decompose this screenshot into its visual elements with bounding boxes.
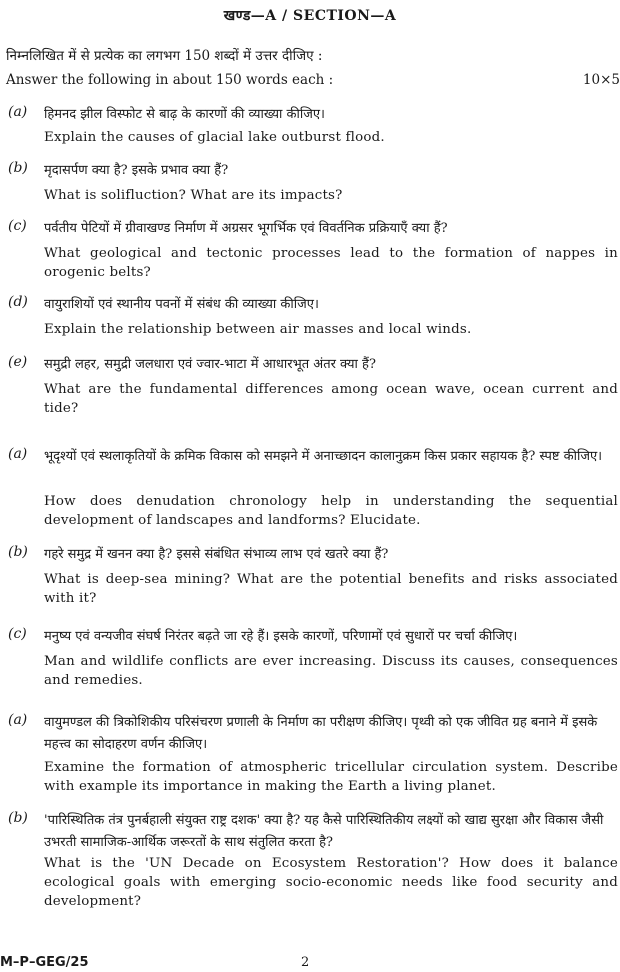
question-english: Explain the causes of glacial lake outburst flood. — [44, 130, 385, 145]
question-english: Man and wildlife conflicts are ever increasing. Discuss its causes, consequences and remedies. — [44, 654, 618, 688]
question-english: How does denudation chronology help in understanding the sequential development of landscapes and landforms? Elucidate. — [44, 494, 618, 528]
paper-code: M–P–GEG/25 — [0, 955, 89, 970]
question-hindi: समुद्री लहर, समुद्री जलधारा एवं ज्वार-भाटा में आधारभूत अंतर क्या हैं? — [44, 357, 376, 372]
question-hindi: वायुमण्डल की त्रिकोशिकीय परिसंचरण प्रणाली के निर्माण का परीक्षण कीजिए। पृथ्वी को एक जीवित ग्रह बनाने में इसके महत्त्व का सोदाहरण वर्णन कीजिए। — [44, 715, 598, 752]
question-english: What is deep-sea mining? What are the potential benefits and risks associated with it? — [44, 572, 618, 606]
page-number: 2 — [301, 955, 310, 970]
instruction-english: Answer the following in about 150 words each : — [6, 72, 334, 88]
question-hindi: भूदृश्यों एवं स्थलाकृतियों के क्रमिक विकास को समझने में अनाच्छादन कालानुक्रम किस प्रकार सहायक है? स्पष्ट कीजिए। — [44, 449, 603, 464]
question-label: (d) — [8, 294, 28, 310]
question-english: What are the fundamental differences among ocean wave, ocean current and tide? — [44, 382, 618, 416]
question-hindi: हिमनद झील विस्फोट से बाढ़ के कारणों की व्याख्या कीजिए। — [44, 107, 325, 122]
question-hindi: गहरे समुद्र में खनन क्या है? इससे संबंधित संभाव्य लाभ एवं खतरे क्या हैं? — [44, 547, 389, 562]
question-hindi: पर्वतीय पेटियों में ग्रीवाखण्ड निर्माण में अग्रसर भूगर्भिक एवं विवर्तनिक प्रक्रियाएँ क्या हैं? — [44, 221, 448, 236]
section-title: खण्ड—A / SECTION—A — [223, 8, 397, 24]
question-english: What geological and tectonic processes lead to the formation of nappes in orogenic belts? — [44, 246, 618, 280]
question-label: (b) — [8, 810, 28, 826]
question-english: What is the 'UN Decade on Ecosystem Restoration'? How does it balance ecological goals with emerging socio-economic needs like food security and development? — [44, 856, 618, 909]
question-label: (e) — [8, 354, 28, 370]
question-label: (a) — [8, 446, 28, 462]
question-label: (c) — [8, 218, 27, 234]
question-hindi: मनुष्य एवं वन्यजीव संघर्ष निरंतर बढ़ते जा रहे हैं। इसके कारणों, परिणामों एवं सुधारों पर चर्चा कीजिए। — [44, 629, 518, 644]
question-english: Examine the formation of atmospheric tricellular circulation system. Describe with example its importance in making the Earth a living planet. — [44, 760, 618, 794]
question-label: (a) — [8, 712, 28, 728]
question-label: (a) — [8, 104, 28, 120]
question-english: Explain the relationship between air masses and local winds. — [44, 322, 472, 337]
instruction-hindi: निम्नलिखित में से प्रत्येक का लगभग 150 शब्दों में उत्तर दीजिए : — [6, 48, 323, 64]
question-label: (b) — [8, 544, 28, 560]
question-label: (b) — [8, 160, 28, 176]
question-hindi: 'पारिस्थितिक तंत्र पुनर्बहाली संयुक्त राष्ट्र दशक' क्या है? यह कैसे पारिस्थितिकीय लक्ष्यों को खाद्य सुरक्षा और विकास जैसी उभरती सामाजिक-आर्थिक जरूरतों के साथ संतुलित करता है? — [44, 813, 604, 850]
marks-label: 10×5 — [582, 72, 620, 88]
question-label: (c) — [8, 626, 27, 642]
question-hindi: मृदासर्पण क्या है? इसके प्रभाव क्या हैं? — [44, 163, 229, 178]
question-hindi: वायुराशियों एवं स्थानीय पवनों में संबंध की व्याख्या कीजिए। — [44, 297, 319, 312]
question-english: What is solifluction? What are its impacts? — [44, 188, 343, 203]
